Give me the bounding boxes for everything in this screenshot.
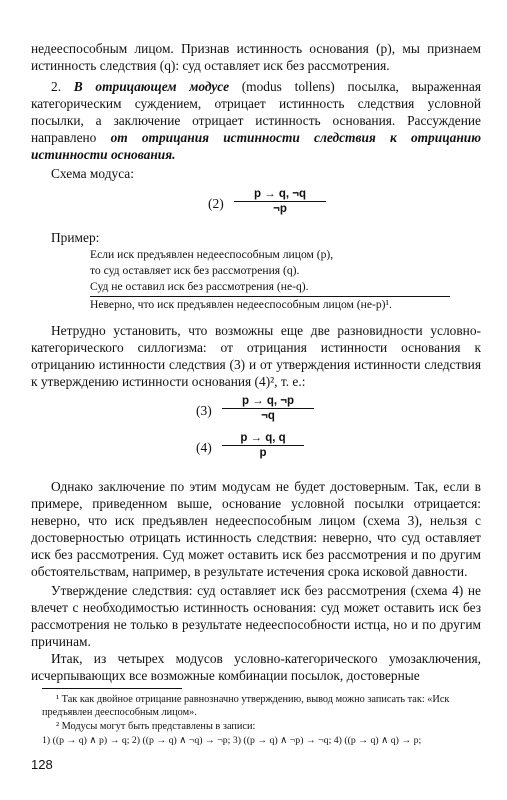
formula-4-premises: p → q, q	[222, 432, 304, 446]
page-number: 128	[31, 757, 53, 772]
paragraph-2	[31, 78, 481, 163]
paragraph-2-term: В отрицающем модусе	[73, 79, 230, 94]
paragraph-2-body: (modus tollens) посылка, выраженная категорическим суждением, отрицает истинность следствия условной посылки, а заключение отрицает истинность основания. Рассуждение направлено	[31, 79, 481, 145]
paragraph-4: Однако заключение по этим модусам не будет достоверным. Так, если в примере, приведенном выше, основание условной посылки отрицается: неверно, что иск предъявлен недееспособным лицом (схема 3), нельзя с достоверностью отрицать истинность следствия: неверно, что суд оставляет иск без рассмотрения. Суд может оставить иск без рассмотрения и по другим обстоятельствам, например, в результате истечения срока исковой давности.	[31, 479, 481, 579]
formula-2-premises: p → q, ¬q	[234, 188, 326, 202]
example-conclusion: Неверно, что иск предъявлен недееспособным лицом (не-p)¹.	[90, 298, 392, 311]
footnote-separator	[42, 688, 182, 689]
formula-2-number: (2)	[208, 196, 224, 211]
example-block	[90, 247, 450, 313]
paragraph-1: недееспособным лицом. Признав истинность основания (p), мы признаем истинность следствия (q): суд оставляет иск без рассмотрения.	[31, 41, 481, 73]
formula-3-number: (3)	[196, 403, 212, 418]
paragraph-2-term2: от отрицания истинности следствия к отрицанию истинности основания.	[31, 130, 481, 162]
formula-4-conclusion: p	[259, 447, 267, 459]
formula-4	[196, 432, 326, 468]
formula-3	[196, 395, 326, 431]
example-line-3: Суд не оставил иск без рассмотрения (не-q).	[90, 280, 309, 293]
formula-4-number: (4)	[196, 440, 212, 455]
paragraph-6: Итак, из четырех модусов условно-категорического умозаключения, исчерпывающих все возможные комбинации посылок, достоверные	[31, 651, 481, 683]
example-label: Пример:	[51, 230, 100, 245]
example-line-2: то суд оставляет иск без рассмотрения (q).	[90, 264, 300, 277]
paragraph-5: Утверждение следствия: суд оставляет иск без рассмотрения (схема 4) не влечет с необходимостью истинность основания: суд может оставить иск без рассмотрения не только в результате недееспособности истца, но и по другим причинам.	[31, 583, 481, 649]
formula-2-fraction	[234, 188, 326, 215]
formula-3-fraction	[222, 395, 314, 422]
formula-3-premises: p → q, ¬p	[222, 395, 314, 409]
footnote-2-intro: ² Модусы могут быть представлены в записи:	[56, 721, 256, 732]
paragraph-3: Нетрудно установить, что возможны еще две разновидности условно-категорического силлогизма: от отрицания истинности основания к отрицанию истинности следствия (3) и от утверждения истинности следствия к утверждению истинности основания (4)², т. е.:	[31, 323, 481, 389]
scheme-label: Схема модуса:	[51, 166, 134, 181]
paragraph-2-intro: 2.	[51, 79, 74, 94]
formula-2-conclusion: ¬p	[273, 203, 287, 215]
formula-3-conclusion: ¬q	[261, 410, 275, 422]
formula-2	[208, 188, 338, 224]
formula-4-fraction	[222, 432, 304, 459]
footnote-2-formulas: 1) ((p → q) ∧ p) → q; 2) ((p → q) ∧ ¬q) → ¬p; 3) ((p → q) ∧ ¬p) → ¬q; 4) ((p → q) ∧ q) → p;	[42, 735, 422, 746]
footnote-1: ¹ Так как двойное отрицание равнозначно утверждению, вывод можно записать так: «Иск предъявлен дееспособным лицом».	[42, 694, 450, 718]
example-line-1: Если иск предъявлен недееспособным лицом (p),	[90, 248, 334, 261]
